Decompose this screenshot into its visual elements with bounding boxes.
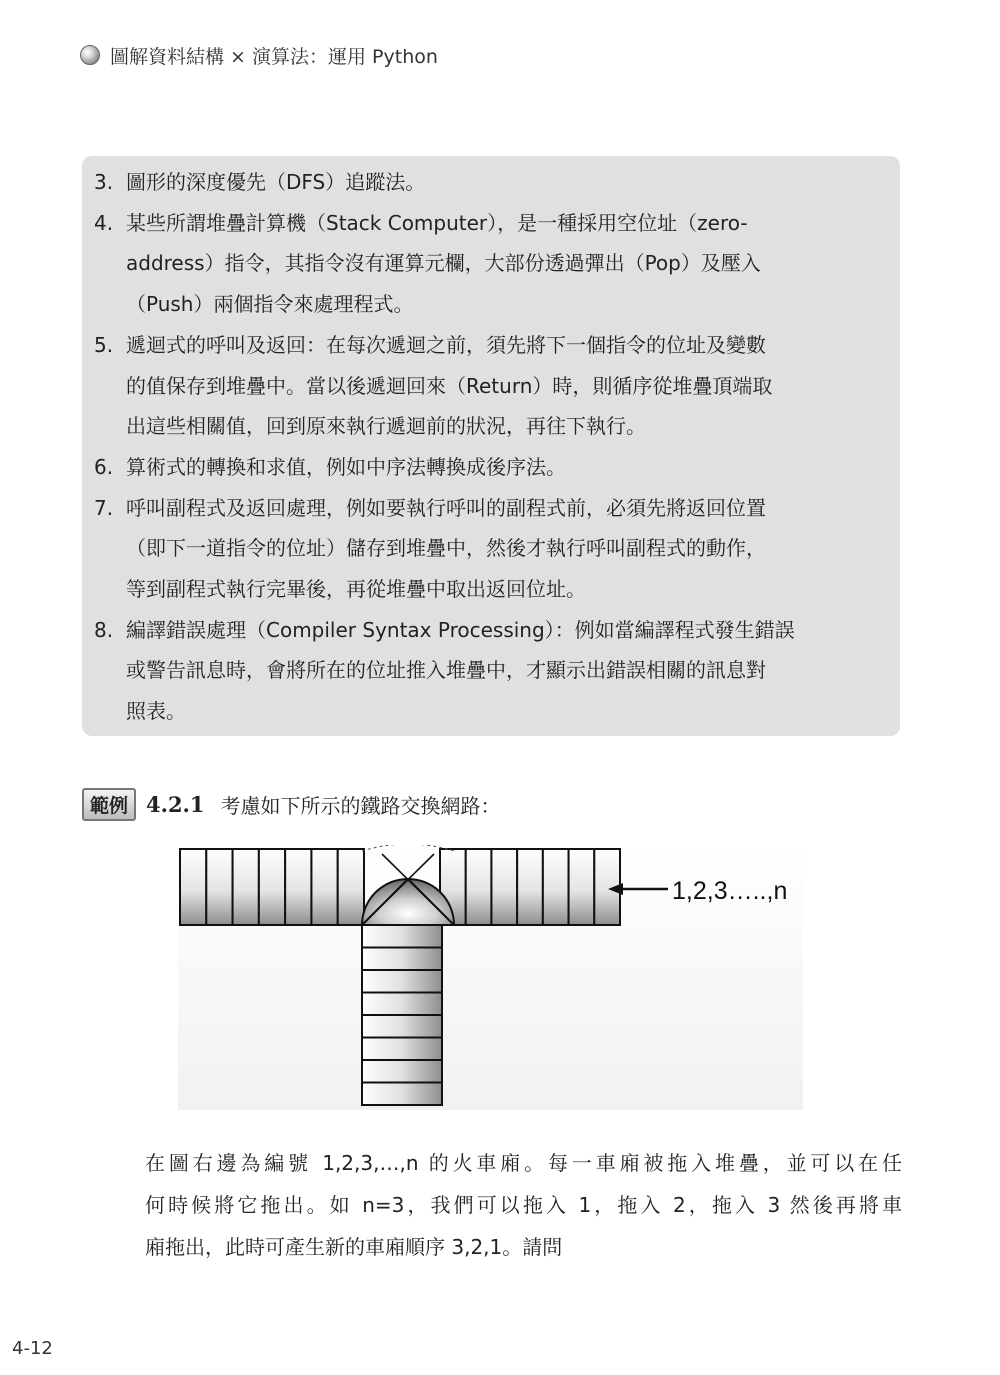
list-item-line: 圖形的深度優先（DFS）追蹤法。 [126,170,426,194]
list-item-line: 的值保存到堆疊中。當以後遞迴回來（Return）時，則循序從堆疊頂端取 [126,373,773,398]
book-title: 圖解資料結構 × 演算法：運用 Python [110,45,438,68]
list-item-number: 5. [94,332,114,357]
stack-track [362,925,442,1105]
paragraph-line: 在圖右邊為編號 1,2,3,…,n 的火車廂。每一車廂被拖入堆疊，並可以在任 [145,1151,902,1175]
list-item [94,610,890,732]
train-car [362,1083,442,1106]
example-number: 4.2.1 [146,791,205,817]
example-heading [82,786,500,822]
train-car [466,849,492,925]
train-car [338,849,364,925]
train-car [311,849,337,925]
train-car [362,1038,442,1061]
train-car [362,993,442,1016]
list-item-line: 或警告訊息時，會將所在的位址推入堆疊中，才顯示出錯誤相關的訊息對 [126,658,766,683]
train-car [569,849,595,925]
train-car [206,849,232,925]
list-item [94,203,890,325]
paragraph-line: 廂拖出，此時可產生新的車廂順序 3,2,1。請問 [145,1235,563,1259]
page-number: 4-12 [12,1338,53,1359]
right-track [440,849,620,925]
train-car [491,849,517,925]
list-item-number: 8. [94,617,114,642]
sphere-bullet-icon [80,45,100,65]
list-item-line: 照表。 [126,699,186,724]
list-item-line: （Push）兩個指令來處理程式。 [126,292,414,317]
applications-list [94,162,890,732]
train-car [362,925,442,948]
train-car [362,970,442,993]
train-car [543,849,569,925]
train-car [362,948,442,971]
train-car [259,849,285,925]
list-item-line: address）指令，其指令沒有運算元欄，大部份透過彈出（Pop）及壓入 [126,251,761,276]
list-item-number: 6. [94,454,114,479]
list-item [94,447,890,488]
running-header [80,40,438,70]
list-item-number: 7. [94,495,114,520]
list-item-line: 編譯錯誤處理（Compiler Syntax Processing）：例如當編譯程式發生錯誤 [126,617,795,642]
train-car [517,849,543,925]
list-item [94,325,890,447]
list-item-line: 呼叫副程式及返回處理，例如要執行呼叫的副程式前，必須先將返回位置 [126,495,766,520]
list-item-line: 某些所謂堆疊計算機（Stack Computer），是一種採用空位址（zero- [126,210,748,235]
list-item-line: 算術式的轉換和求值，例如中序法轉換成後序法。 [126,454,566,479]
left-track [180,849,364,925]
example-paragraph [145,1142,902,1268]
input-label: 1,2,3…..,n [672,877,788,905]
railway-switch-figure [178,845,803,1110]
train-car [362,1060,442,1083]
list-item-line: 出這些相關值，回到原來執行遞迴前的狀況，再往下執行。 [126,414,646,439]
train-car [180,849,206,925]
train-car [233,849,259,925]
list-item-line: 等到副程式執行完畢後，再從堆疊中取出返回位址。 [126,577,586,602]
train-car [362,1015,442,1038]
paragraph-line: 何時候將它拖出。如 n=3，我們可以拖入 1，拖入 2，拖入 3 然後再將車 [145,1193,902,1217]
list-item-number: 3. [94,170,114,194]
example-badge: 範例 [82,788,136,821]
list-item-line: 遞迴式的呼叫及返回：在每次遞迴之前，須先將下一個指令的位址及變數 [126,332,766,357]
list-item-line: （即下一道指令的位址）儲存到堆疊中，然後才執行呼叫副程式的動作， [126,536,766,561]
list-item [94,162,890,203]
list-item [94,488,890,610]
list-item-number: 4. [94,210,114,235]
train-car [285,849,311,925]
example-text: 考慮如下所示的鐵路交換網路： [220,793,501,818]
